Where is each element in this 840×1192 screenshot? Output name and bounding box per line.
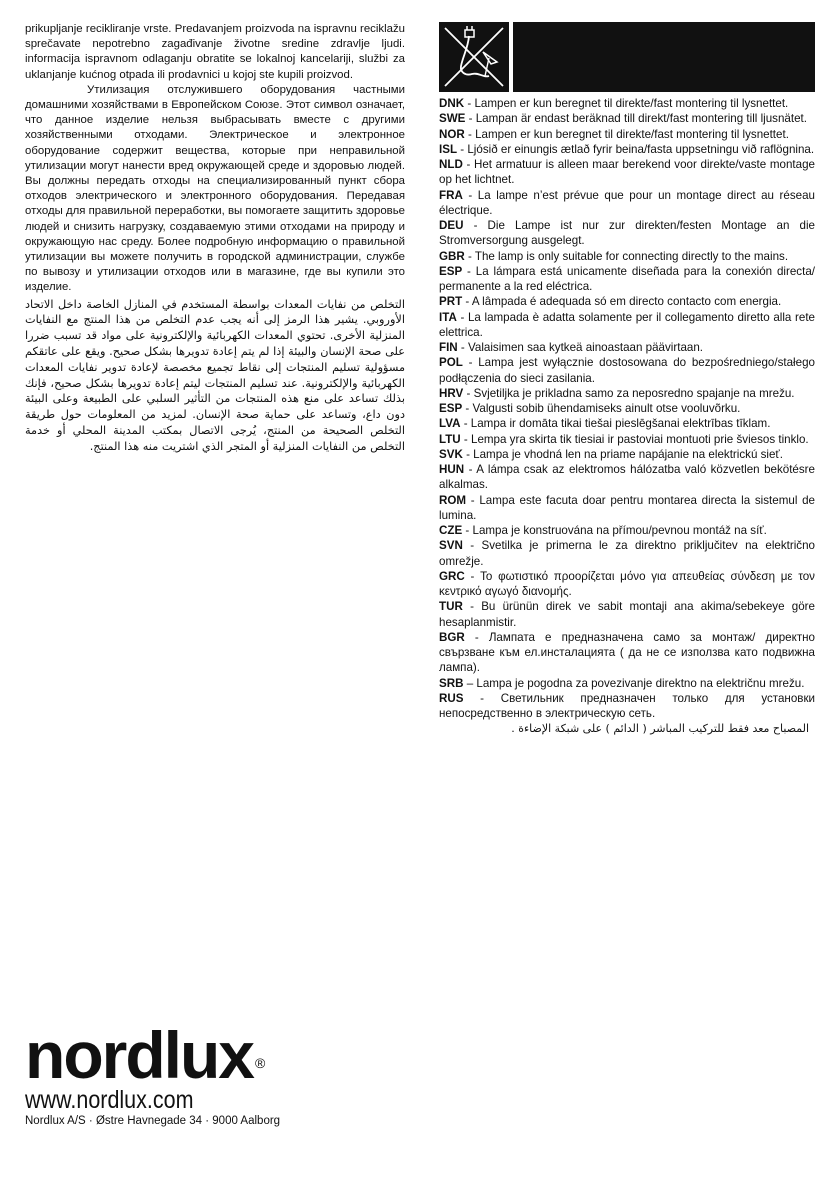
language-text: Lampa je vhodná len na priame napájanie na elektrickú sieť. xyxy=(473,447,784,461)
language-separator: – xyxy=(463,676,477,690)
language-text: The lamp is only suitable for connecting directly to the mains. xyxy=(474,249,789,263)
language-separator: - xyxy=(462,402,473,415)
language-code: LVA xyxy=(439,417,461,431)
language-code: TUR xyxy=(439,600,463,614)
logo-wordmark: nordlux xyxy=(25,1018,253,1092)
language-entry-swe xyxy=(439,111,815,126)
language-separator: - xyxy=(462,264,476,278)
language-entry-svn xyxy=(439,538,815,569)
language-separator: - xyxy=(462,524,473,537)
language-entry-gbr xyxy=(439,249,815,264)
language-separator: - xyxy=(462,295,472,309)
language-code: ISL xyxy=(439,142,458,156)
language-entry-grc xyxy=(439,569,815,600)
language-code: POL xyxy=(439,356,463,370)
language-separator: - xyxy=(464,249,475,263)
language-code: SVK xyxy=(439,447,463,461)
language-entry-deu xyxy=(439,218,815,249)
language-separator: - xyxy=(462,600,482,614)
language-entry-nld xyxy=(439,157,815,188)
arabic-note: المصباح معد فقط للتركيب المباشر ( الدائم ) على شبكة الإضاءة . xyxy=(511,722,809,736)
language-code: DEU xyxy=(439,219,464,232)
language-entry-svk xyxy=(439,447,815,462)
language-entry-isl xyxy=(439,142,815,157)
language-code: CZE xyxy=(439,524,463,537)
language-text: Die Lampe ist nur zur direkten/festen Montage an die Stromversorgung ausgelegt. xyxy=(439,219,815,248)
language-list xyxy=(439,96,815,736)
language-code: LTU xyxy=(439,432,461,446)
language-separator: - xyxy=(462,188,478,202)
language-code: GBR xyxy=(439,249,465,263)
language-text: Lampen er kun beregnet til direkte/fast montering til lysnettet. xyxy=(475,127,789,141)
language-separator: - xyxy=(460,432,471,446)
language-separator: - xyxy=(462,356,479,370)
nordlux-logo xyxy=(25,1018,325,1128)
language-text: Lampa ir domāta tikai tiešai pieslēgšanai elektrības tīklam. xyxy=(470,417,771,431)
language-code: HRV xyxy=(439,386,464,400)
language-text: La lámpara está unicamente diseñada para la conexión directa/ permanente a la red eléctrica. xyxy=(439,264,815,293)
language-code: FIN xyxy=(439,341,458,354)
language-code: NLD xyxy=(439,158,463,171)
language-entry-srb xyxy=(439,676,815,691)
language-separator: - xyxy=(462,158,474,171)
language-entry-rom xyxy=(439,493,815,524)
language-code: SWE xyxy=(439,112,466,126)
language-code: GRC xyxy=(439,569,465,583)
company-address: Nordlux A/S · Østre Havnegade 34 · 9000 Aalborg xyxy=(25,1115,281,1127)
registered-mark: ® xyxy=(255,1055,264,1071)
language-text: Lampan är endast beräknad till direkt/fast montering till ljusnätet. xyxy=(475,112,807,126)
language-entry-esp xyxy=(439,264,815,295)
language-entry-dnk xyxy=(439,96,815,111)
website-url: www.nordlux.com xyxy=(25,1086,194,1114)
language-code: BGR xyxy=(439,630,465,644)
language-entry-pol xyxy=(439,355,815,386)
language-separator: - xyxy=(464,97,475,110)
language-code: ROM xyxy=(439,493,467,507)
language-entry-esp xyxy=(439,401,815,416)
language-code: ESP xyxy=(439,264,463,278)
language-separator: - xyxy=(456,310,468,324)
language-separator: - xyxy=(457,142,468,156)
language-code: NOR xyxy=(439,127,465,141)
language-separator: - xyxy=(464,127,476,141)
language-separator: - xyxy=(465,112,476,126)
language-code: ESP xyxy=(439,402,463,415)
language-entry-hrv xyxy=(439,386,815,401)
language-entry-fra xyxy=(439,188,815,219)
language-entry-hun xyxy=(439,462,815,493)
disposal-text-serbian: prikupljanje recikliranje vrste. Predavanjem proizvoda na ispravnu reciklažu sprečavate nepotrebno zagađivanje životne sredine zdravlje ljudi. informacija ispravnom odlaganju obratite se lokalnoj kancelariji, službi za uklanjanje kućnog otpada ili prodavnici u kojoj ste kupili proizvod. xyxy=(25,23,405,81)
warning-header xyxy=(439,22,815,92)
language-text: Valgusti sobib ühendamiseks ainult otse vooluvõrku. xyxy=(472,402,741,415)
language-text: Svetilka je primerna le za direktno priključitev na električno omrežje. xyxy=(439,539,815,568)
language-entry-rus xyxy=(439,691,815,722)
language-text: La lampe n’est prévue que pour un montage direct au réseau électrique. xyxy=(439,188,815,217)
left-column xyxy=(25,22,405,455)
language-code: PRT xyxy=(439,295,463,309)
language-separator: - xyxy=(464,463,477,476)
language-entry-tur xyxy=(439,599,815,630)
language-separator: - xyxy=(463,691,501,705)
language-separator: - xyxy=(463,386,474,400)
language-text: Valaisimen saa kytkeä ainoastaan päävirtaan. xyxy=(468,341,704,354)
language-separator: - xyxy=(457,341,468,354)
language-code: RUS xyxy=(439,691,464,705)
language-text: A lâmpada é adequada só em directo contacto com energia. xyxy=(471,295,782,309)
disposal-text-arabic: التخلص من نفايات المعدات بواسطة المستخدم في المنازل الخاصة داخل الاتحاد الأوروبي. يشير هذا الرمز إلى أنه يجب عدم التخلص من هذا المنتج مع النفايات المنزلية الأخرى. تحتوي المعدات الكهربائية والإلكترونية على مواد قد تسبب ضررا على صحة الإنسان والبيئة إذا لم يتم إعادة تدويرها بشكل صحيح. ويقع على عاتقكم مسؤولية تسليم المنتجات إلى نقاط تجميع مخصصة لإعادة تدوير نفايات المعدات الكهربائية والإلكترونية. عند تسليم المنتجات ليتم إعادة تدويرها بشكل صحيح، فإنك بذلك تساعد على منع هذه المنتجات من التأثير السلبي على الطبيعة وعلى البيئة دون داع، وتساعد على حماية صحة الإنسان. لمزيد من المعلومات حول طريقة التخلص الصحيحة من المنتج، يُرجى الاتصال بمكتب المدينة المحلي أو خدمة التخلص من النفايات المنزلية أو المتجر الذي اشتريت منه هذا المنتج. xyxy=(25,297,405,453)
language-separator: - xyxy=(462,539,482,553)
language-entry-ita xyxy=(439,310,815,341)
no-direct-mount-icon xyxy=(439,22,509,92)
language-text: Лампата е предназначена само за монтаж/ директно свързване към ел.инсталацията ( да не се използва като подвижна лампа). xyxy=(439,630,815,675)
language-separator: - xyxy=(464,569,481,583)
language-entry-prt xyxy=(439,294,815,309)
language-text: Het armatuur is alleen maar berekend voor direkte/vaste montage op het lichtnet. xyxy=(439,158,815,187)
language-text: Lampa este facuta doar pentru montarea directa la sistemul de lumina. xyxy=(439,493,816,522)
language-text: La lampada è adatta solamente per il collegamento diretto alla rete elettrica. xyxy=(439,310,815,339)
language-text: Svjetiljka je prikladna samo za neposredno spajanje na mrežu. xyxy=(473,386,795,400)
language-separator: - xyxy=(463,219,488,232)
language-code: ITA xyxy=(439,310,457,324)
language-separator: - xyxy=(464,630,489,644)
language-separator: - xyxy=(460,417,471,431)
language-text: Lampa jest wyłącznie dostosowana do bezpośredniego/stałego podłączenia do sieci zasilania. xyxy=(439,356,815,385)
language-entry-nor xyxy=(439,127,815,142)
disposal-text-russian: Утилизация отслужившего оборудования частными домашними хозяйствами в Европейском Союзе. Этот символ означает, что данное изделие нельзя выбрасывать вместе с другими хозяйственными отходами. Электрическое и электронное оборудование содержит вещества, которые при неправильной утилизации могут нанести вред окружающей среде и здоровью людей. Вы должны передать отходы на специализированный пункт сбора отходов электрического и электронного оборудования. Передавая отходы для правильной переработки, вы помогаете защитить здоровье людей и снизить нагрузку, создаваемую этими отходами на природу и окружающую нас среду. Более подробную информацию о правильной утилизации вы можете получить в городской администрации, службе по вывозу и утилизации отходов или в магазине, где вы купили это изделие. xyxy=(25,83,405,294)
language-separator: - xyxy=(466,493,480,507)
language-text: Светильник предназначен только для установки непосредственно в электрическую сеть. xyxy=(439,691,815,720)
language-entry-cze xyxy=(439,523,815,538)
language-entry-lva xyxy=(439,416,815,431)
language-text: Bu ürünün direk ve sabit montaji ana akima/sebekeye göre hesaplanmistir. xyxy=(439,600,815,629)
language-code: DNK xyxy=(439,97,465,110)
language-text: Ljósið er einungis ætlað fyrir beina/fasta uppsetningu við raflögnina. xyxy=(467,142,815,156)
language-entry-bgr xyxy=(439,630,815,676)
language-entry-fin xyxy=(439,340,815,355)
language-text: Lampen er kun beregnet til direkte/fast montering til lysnettet. xyxy=(474,97,789,110)
language-text: A lámpa csak az elektromos hálózatba való közvetlen bekötésre alkalmas. xyxy=(439,463,815,492)
language-code: SRB xyxy=(439,676,464,690)
language-entry-ltu xyxy=(439,432,815,447)
language-separator: - xyxy=(462,447,474,461)
language-text: Το φωτιστικό προορίζεται μόνο για απευθείας σύνδεση με τον κεντρικό αγωγό διανομής. xyxy=(439,569,815,598)
language-text: Lampa je konstruována na přímou/pevnou montáž na síť. xyxy=(472,524,767,537)
language-code: HUN xyxy=(439,463,465,476)
language-text: Lempa yra skirta tik tiesiai ir pastoviai montuoti prie šviesos tinklo. xyxy=(471,432,809,446)
language-text: Lampa je pogodna za povezivanje direktno na električnu mrežu. xyxy=(476,676,805,690)
language-code: FRA xyxy=(439,188,463,202)
language-code: SVN xyxy=(439,539,463,553)
header-dark-bar xyxy=(513,22,815,92)
